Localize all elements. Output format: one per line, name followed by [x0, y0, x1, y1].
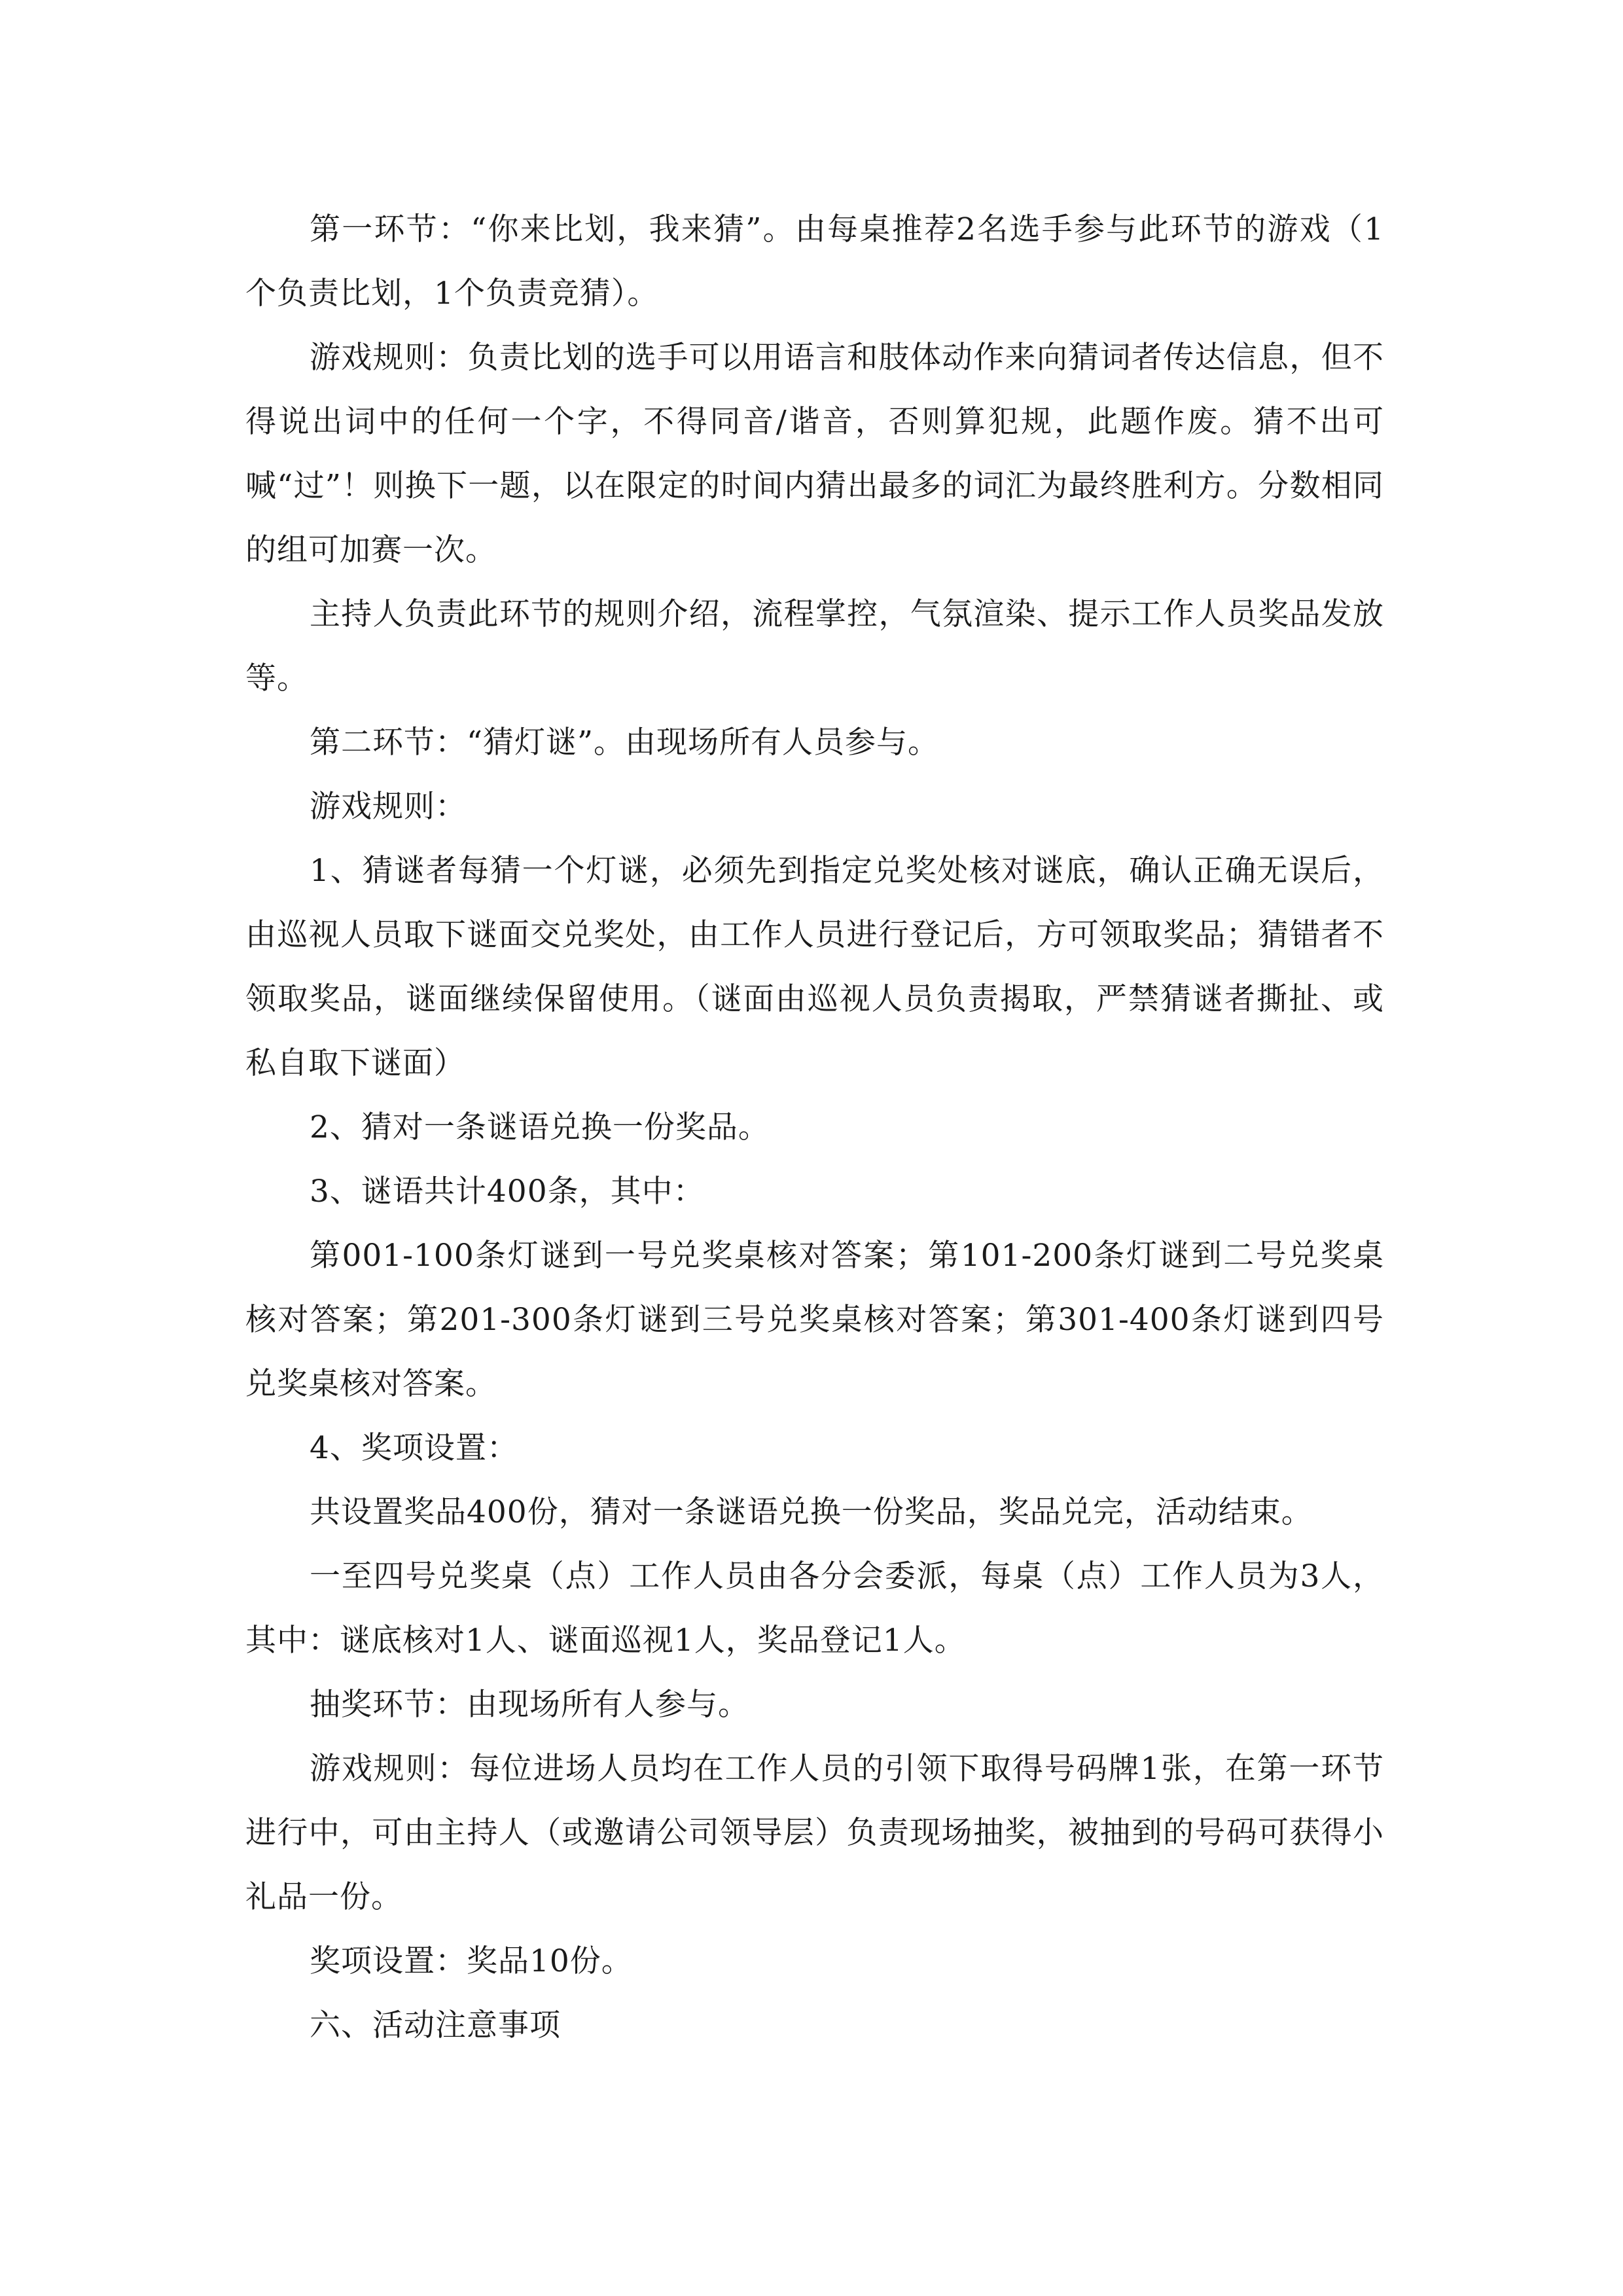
paragraph-round-two: 第二环节：“猜灯谜”。由现场所有人员参与。: [310, 725, 940, 761]
paragraph-lottery-prizes: 奖项设置：奖品10份。: [310, 1943, 633, 1979]
paragraph-rule-4: 4、奖项设置：: [310, 1430, 518, 1466]
paragraph-rule-3: 3、谜语共计400条，其中：: [310, 1174, 705, 1210]
paragraph-rule-3-detail: 第001-100条灯谜到一号兑奖桌核对答案；第101-200条灯谜到二号兑奖桌核对答案；第201-300条灯谜到三号兑奖桌核对答案；第301-400条灯谜到四号兑奖桌核对答案。: [245, 1238, 1384, 1402]
paragraph-rule-2: 2、猜对一条谜语兑换一份奖品。: [310, 1109, 770, 1145]
paragraph-staff: 一至四号兑奖桌（点）工作人员由各分会委派，每桌（点）工作人员为3人，其中：谜底核对1人、谜面巡视1人，奖品登记1人。: [245, 1558, 1384, 1659]
paragraph-rule-1: 1、猜谜者每猜一个灯谜，必须先到指定兑奖处核对谜底，确认正确无误后，由巡视人员取下谜面交兑奖处，由工作人员进行登记后，方可领取奖品；猜错者不领取奖品，谜面继续保留使用。（谜面由巡视人员负责揭取，严禁猜谜者撕扯、或私自取下谜面）: [245, 853, 1384, 1081]
paragraph-round-two-rules-heading: 游戏规则：: [310, 789, 467, 825]
paragraph-round-one: 第一环节：“你来比划，我来猜”。由每桌推荐2名选手参与此环节的游戏（1个负责比划，1个负责竞猜）。: [245, 211, 1384, 312]
paragraph-lottery-rules: 游戏规则：每位进场人员均在工作人员的引领下取得号码牌1张，在第一环节进行中，可由主持人（或邀请公司领导层）负责现场抽奖，被抽到的号码可获得小礼品一份。: [245, 1751, 1384, 1915]
document-body: [245, 198, 1384, 2058]
paragraph-prize-count: 共设置奖品400份，猜对一条谜语兑换一份奖品，奖品兑完，活动结束。: [310, 1494, 1313, 1530]
paragraph-lottery: 抽奖环节：由现场所有人参与。: [310, 1687, 749, 1723]
section-heading-notes: 六、活动注意事项: [310, 2007, 561, 2043]
paragraph-round-one-rules: 游戏规则：负责比划的选手可以用语言和肢体动作来向猜词者传达信息，但不得说出词中的任何一个字，不得同音/谐音，否则算犯规，此题作废。猜不出可喊“过”！则换下一题，以在限定的时间内猜出最多的词汇为最终胜利方。分数相同的组可加赛一次。: [245, 340, 1384, 568]
paragraph-host-duties: 主持人负责此环节的规则介绍，流程掌控，气氛渲染、提示工作人员奖品发放等。: [245, 596, 1384, 696]
